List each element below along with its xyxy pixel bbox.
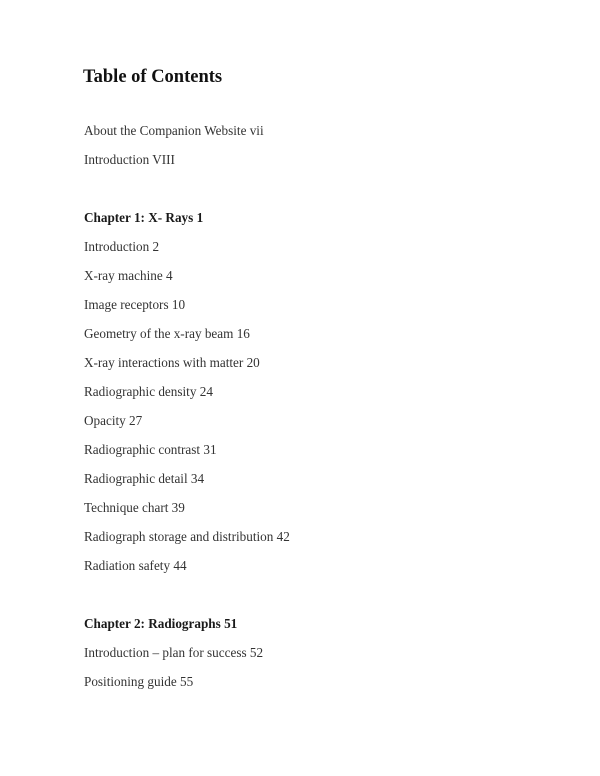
toc-entry-companion-website[interactable]: About the Companion Website vii [84,123,264,138]
toc-entry[interactable]: Radiographic contrast 31 [84,442,217,457]
toc-entry[interactable]: Radiographic detail 34 [84,471,205,486]
toc-entry[interactable]: Technique chart 39 [84,500,185,515]
toc-entry[interactable]: Introduction 2 [84,239,160,254]
toc-entry[interactable]: Opacity 27 [84,413,143,428]
toc-entry-introduction[interactable]: Introduction VIII [84,152,175,167]
toc-entry[interactable]: Radiograph storage and distribution 42 [84,529,290,544]
toc-entry[interactable]: Introduction – plan for success 52 [84,645,264,660]
toc-entry[interactable]: Radiation safety 44 [84,558,187,573]
chapter-1-heading[interactable]: Chapter 1: X- Rays 1 [84,210,204,225]
toc-entry[interactable]: Radiographic density 24 [84,384,213,399]
toc-entry[interactable]: Positioning guide 55 [84,674,194,689]
page-title: Table of Contents [83,67,223,87]
chapter-2-heading[interactable]: Chapter 2: Radiographs 51 [84,616,238,631]
toc-entry[interactable]: Image receptors 10 [84,297,186,312]
toc-entry[interactable]: X-ray machine 4 [84,268,173,283]
toc-entry[interactable]: X-ray interactions with matter 20 [84,355,260,370]
toc-entry[interactable]: Geometry of the x-ray beam 16 [84,326,250,341]
